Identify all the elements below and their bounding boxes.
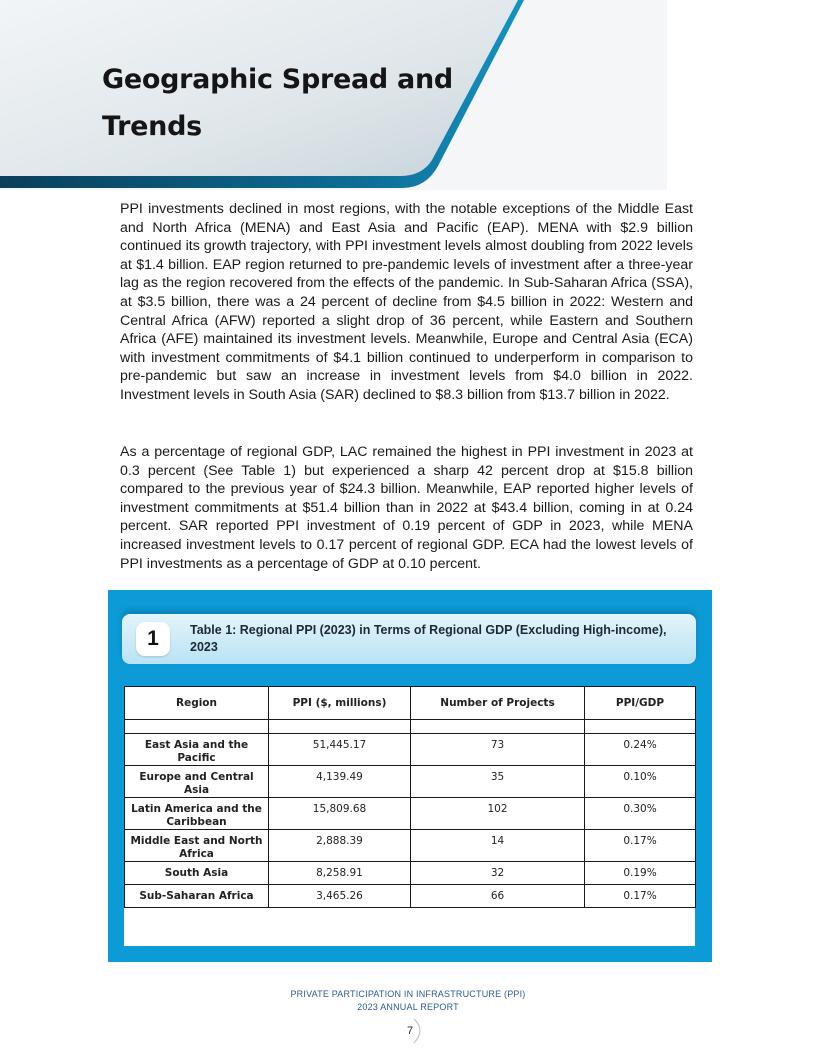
data-table: [124, 686, 696, 908]
table-cell: 15,809.68: [269, 798, 411, 830]
table-cell: 2,888.39: [269, 830, 411, 862]
table-cell: 32: [411, 862, 585, 885]
table-row: [125, 885, 696, 908]
table-caption-bar: [122, 614, 696, 664]
table-cell: 73: [411, 734, 585, 766]
footer-report-year: 2023 ANNUAL REPORT: [357, 1002, 459, 1012]
table-cell: 0.19%: [585, 862, 696, 885]
table-cell-region: Sub-Saharan Africa: [125, 885, 269, 908]
table-cell: 66: [411, 885, 585, 908]
column-header: Region: [125, 687, 269, 720]
table-row: [125, 862, 696, 885]
table-cell: 0.17%: [585, 885, 696, 908]
column-header: Number of Projects: [411, 687, 585, 720]
table-cell: 0.24%: [585, 734, 696, 766]
table-cell: 35: [411, 766, 585, 798]
table-cell: 0.10%: [585, 766, 696, 798]
column-header: PPI/GDP: [585, 687, 696, 720]
table-panel: [108, 590, 712, 962]
table-cell: 102: [411, 798, 585, 830]
table-cell: 3,465.26: [269, 885, 411, 908]
table-row: [125, 734, 696, 766]
table-number-badge: 1: [136, 622, 170, 656]
column-header: PPI ($, millions): [269, 687, 411, 720]
table-header-row: [125, 687, 696, 720]
table-cell-region: Europe and Central Asia: [125, 766, 269, 798]
table-row: [125, 766, 696, 798]
table-cell: 0.17%: [585, 830, 696, 862]
table-cell: 4,139.49: [269, 766, 411, 798]
table-cell-region: Latin America and the Caribbean: [125, 798, 269, 830]
table-spacer-row: [125, 720, 696, 734]
table-cell: 8,258.91: [269, 862, 411, 885]
page-footer: [0, 988, 816, 1014]
table-cell-region: South Asia: [125, 862, 269, 885]
table-row: [125, 830, 696, 862]
table-caption: Table 1: Regional PPI (2023) in Terms of Regional GDP (Excluding High-income), 2023: [190, 623, 667, 654]
table-cell: 51,445.17: [269, 734, 411, 766]
body-paragraph: As a percentage of regional GDP, LAC remained the highest in PPI investment in 2023 at 0.3 percent (See Table 1) but experienced a sharp 42 percent drop at $15.8 billion compared to the previous year of $24.3 billion. Meanwhile, EAP reported higher levels of investment commitments at $51.4 billion than in 2022 at $43.4 billion, coming in at 0.24 percent. SAR reported PPI investment of 0.19 percent of GDP in 2023, while MENA increased investment levels to 0.17 percent of regional GDP. ECA had the lowest levels of PPI investments as a percentage of GDP at 0.10 percent.: [120, 444, 693, 572]
page-title: Geographic Spread and Trends: [102, 64, 453, 142]
table-cell-region: Middle East and North Africa: [125, 830, 269, 862]
footer-report-name: PRIVATE PARTICIPATION IN INFRASTRUCTURE (PPI): [290, 989, 526, 999]
table-cell-region: East Asia and the Pacific: [125, 734, 269, 766]
table-cell: 0.30%: [585, 798, 696, 830]
data-table-container: [124, 686, 695, 946]
page-number: 7: [406, 1025, 414, 1037]
body-paragraph: PPI investments declined in most regions, with the notable exceptions of the Middle East and North Africa (MENA) and East Asia and Pacific (EAP). MENA with $2.9 billion continued its growth trajectory, with PPI investment levels almost doubling from 2022 levels at $1.4 billion. EAP region returned to pre-pandemic levels of investment after a three-year lag as the region recovered from the effects of the pandemic. In Sub-Saharan Africa (SSA), at $3.5 billion, there was a 24 percent of decline from $4.5 billion in 2022: Western and Central Africa (AFW) reported a slight drop of 36 percent, while Eastern and Southern Africa (AFE) maintained its investment levels. Meanwhile, Europe and Central Asia (ECA) with investment commitments of $4.1 billion continued to underperform in comparison to pre-pandemic but saw an increase in investment levels from $4.0 billion in 2022. Investment levels in South Asia (SAR) declined to $8.3 billion from $13.7 billion in 2022.: [120, 201, 693, 403]
table-row: [125, 798, 696, 830]
table-cell: 14: [411, 830, 585, 862]
